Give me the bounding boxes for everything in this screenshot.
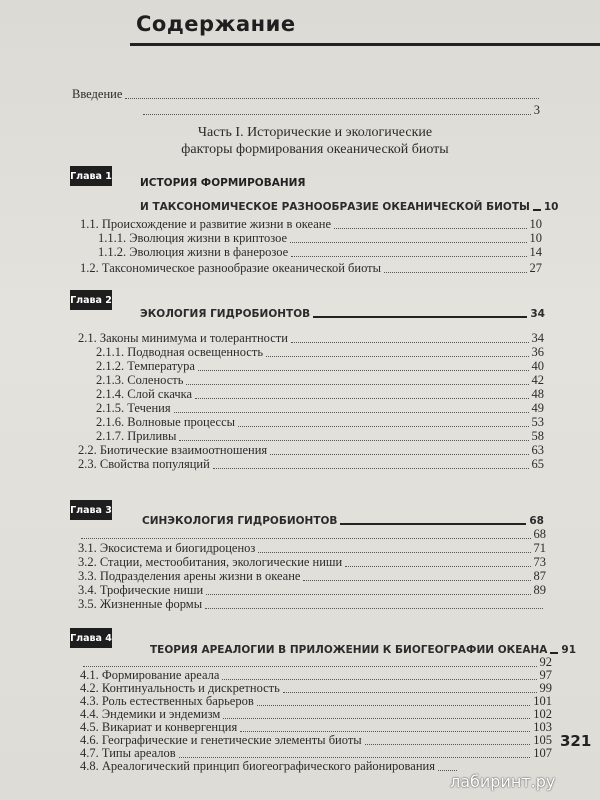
contents-header [130,10,600,46]
toc-entry-label: Введение [72,87,123,101]
chapter-title-line1: ИСТОРИЯ ФОРМИРОВАНИЯ [140,177,306,189]
chapter-title-line2: И ТАКСОНОМИЧЕСКОЕ РАЗНООБРАЗИЕ ОКЕАНИЧЕСКОЙ БИОТЫ [140,201,530,213]
toc-entry-page: 73 [533,555,546,569]
chapter-badge: Глава 1 [70,166,112,186]
toc-entry [96,374,544,388]
chapter-title: ТЕОРИЯ АРЕАЛОГИИ В ПРИЛОЖЕНИИ К БИОГЕОГРАФИИ ОКЕАНА [150,644,548,656]
title-rule [313,316,527,318]
dot-leader [213,468,529,469]
toc-entry-page: 71 [533,541,546,555]
toc-entry [78,542,546,556]
toc-entry-page: 87 [533,569,546,583]
toc-entry-page: 27 [529,261,542,275]
toc-entry [96,416,544,430]
toc-entry-label: 3.5. Жизненные формы [78,597,203,611]
toc-entry [78,332,544,346]
dot-leader [240,731,530,732]
dot-leader [222,679,536,680]
toc-entry-page: 63 [531,443,544,457]
dot-leader [365,744,531,745]
toc-entry-label: 2.1.4. Слой скачка [96,387,193,401]
toc-entry [78,598,546,612]
dot-leader [266,356,528,357]
toc-entry-page: 3 [533,103,540,117]
toc-entry-page: 68 [533,527,546,541]
dot-leader [283,692,537,693]
toc-entry-page: 101 [533,694,552,708]
title-rule [340,523,526,525]
toc-entry-label: 2.3. Свойства популяций [78,457,210,471]
dot-leader [223,718,530,719]
toc-entry-label: 4.6. Географические и генетические элементы биоты [80,733,362,747]
toc-entry [80,262,542,276]
toc-entry-label: 1.1.2. Эволюция жизни в фанерозое [98,245,289,259]
toc-entry-label: 4.8. Ареалогический принцип биогеографического районирования [80,759,435,773]
chapter-badge: Глава 4 [70,628,112,648]
part-heading-line1: Часть I. Исторические и экологические [197,125,433,140]
toc-entry-page: 49 [531,401,544,415]
toc-entry-page: 10 [529,231,542,245]
toc-entry [96,402,544,416]
toc-entry [96,430,544,444]
toc-entry-label: 2.1.5. Течения [96,401,171,415]
chapter-title: СИНЭКОЛОГИЯ ГИДРОБИОНТОВ [142,515,338,527]
toc-entry-page: 105 [533,733,552,747]
dot-leader [205,608,543,609]
toc-entry-page: 92 [539,655,552,669]
toc-entry-page: 99 [539,681,552,695]
toc-entry-page: 36 [531,345,544,359]
toc-entry-page: 34 [531,331,544,345]
page-number: 321 [560,732,592,750]
dot-leader [179,440,528,441]
chapter-badge: Глава 2 [70,290,112,310]
dot-leader [81,538,531,539]
toc-entry-label: 2.1.7. Приливы [96,429,177,443]
toc-entry-page: 89 [533,583,546,597]
dot-leader [195,398,528,399]
page-title: Содержание [136,12,296,36]
chapter-badge: Глава 3 [70,500,112,520]
toc-entry-label: 2.2. Биотические взаимоотношения [78,443,268,457]
toc-entry [78,556,546,570]
toc-entry [78,528,546,542]
toc-entry [96,360,544,374]
toc-entry-page: 10 [529,217,542,231]
toc-entry-page: 40 [531,359,544,373]
dot-leader [198,370,529,371]
toc-entry [98,232,542,246]
dot-leader [257,705,531,706]
toc-entry [80,218,542,232]
toc-entry-label: 3.3. Подразделения арены жизни в океане [78,569,301,583]
title-rule [550,652,558,654]
toc-entry-page: 14 [529,245,542,259]
toc-entry-label: 2.1.2. Температура [96,359,195,373]
chapter-title: ЭКОЛОГИЯ ГИДРОБИОНТОВ [140,308,311,320]
toc-entry-label: 3.1. Экосистема и биогидроценоз [78,541,256,555]
watermark-text: лабиринт.ру [450,772,556,791]
toc-entry [78,458,544,472]
toc-entry-label: 4.7. Типы ареалов [80,746,176,760]
toc-entry-label: 2.1.6. Волновые процессы [96,415,236,429]
toc-entry-page: 103 [533,720,552,734]
dot-leader [291,342,529,343]
toc-entry-page: 97 [539,668,552,682]
dot-leader [438,770,457,771]
dot-leader [291,256,526,257]
dot-leader [270,454,528,455]
dot-leader [174,412,529,413]
toc-entry [78,444,544,458]
dot-leader [290,242,526,243]
chapter-page: 91 [561,644,577,656]
dot-leader [206,594,530,595]
toc-entry [98,246,542,260]
dot-leader [83,666,537,667]
toc-entry-label: 1.2. Таксономическое разнообразие океанической биоты [80,261,382,275]
toc-entry-label: 2.1.3. Соленость [96,373,184,387]
dot-leader [125,98,539,99]
chapter-page: 68 [529,515,544,527]
toc-entry-label: 3.4. Трофические ниши [78,583,204,597]
toc-entry [78,584,546,598]
dot-leader [334,228,526,229]
dot-leader [238,426,528,427]
toc-entry [80,760,460,774]
toc-entry-label: 2.1.1. Подводная освещенность [96,345,264,359]
toc-entry-page: 58 [531,429,544,443]
dot-leader [186,384,528,385]
toc-entry-page: 53 [531,415,544,429]
title-rule [533,209,541,211]
chapter-title-row [140,306,545,320]
header-rule [130,43,600,46]
toc-entry-intro [72,88,542,102]
toc-entry [78,570,546,584]
toc-entry-page: 42 [531,373,544,387]
dot-leader [345,566,530,567]
dot-leader [179,757,531,758]
toc-entry-page: 107 [533,746,552,760]
toc-entry-intro-page-line [140,104,540,118]
toc-entry-label: 3.2. Стации, местообитания, экологические ниши [78,555,343,569]
toc-entry-label: 1.1.1. Эволюция жизни в криптозое [98,231,288,245]
toc-entry-page: 48 [531,387,544,401]
dot-leader [303,580,530,581]
dot-leader [384,272,526,273]
toc-entry-page: 65 [531,457,544,471]
toc-entry-label: 1.1. Происхождение и развитие жизни в океане [80,217,332,231]
chapter-title-row [142,513,544,527]
chapter-title-row [150,642,577,656]
toc-entry-label: 4.1. Формирование ареала [80,668,220,682]
chapter-page: 10 [543,201,559,213]
toc-entry-label: 4.5. Викариат и конвергенция [80,720,238,734]
toc-entry-label: 4.3. Роль естественных барьеров [80,694,254,708]
part-heading-line2: факторы формирования океанической биоты [181,142,449,157]
toc-entry-label: 4.2. Континуальность и дискретность [80,681,280,695]
chapter-title-row [140,199,559,213]
dot-leader [258,552,530,553]
chapter-page: 34 [530,308,545,320]
part-heading [150,124,480,158]
toc-entry [96,388,544,402]
toc-entry-label: 4.4. Эндемики и эндемизм [80,707,221,721]
dot-leader [143,114,531,115]
toc-entry-page: 102 [533,707,552,721]
toc-entry-label: 2.1. Законы минимума и толерантности [78,331,288,345]
toc-entry [96,346,544,360]
